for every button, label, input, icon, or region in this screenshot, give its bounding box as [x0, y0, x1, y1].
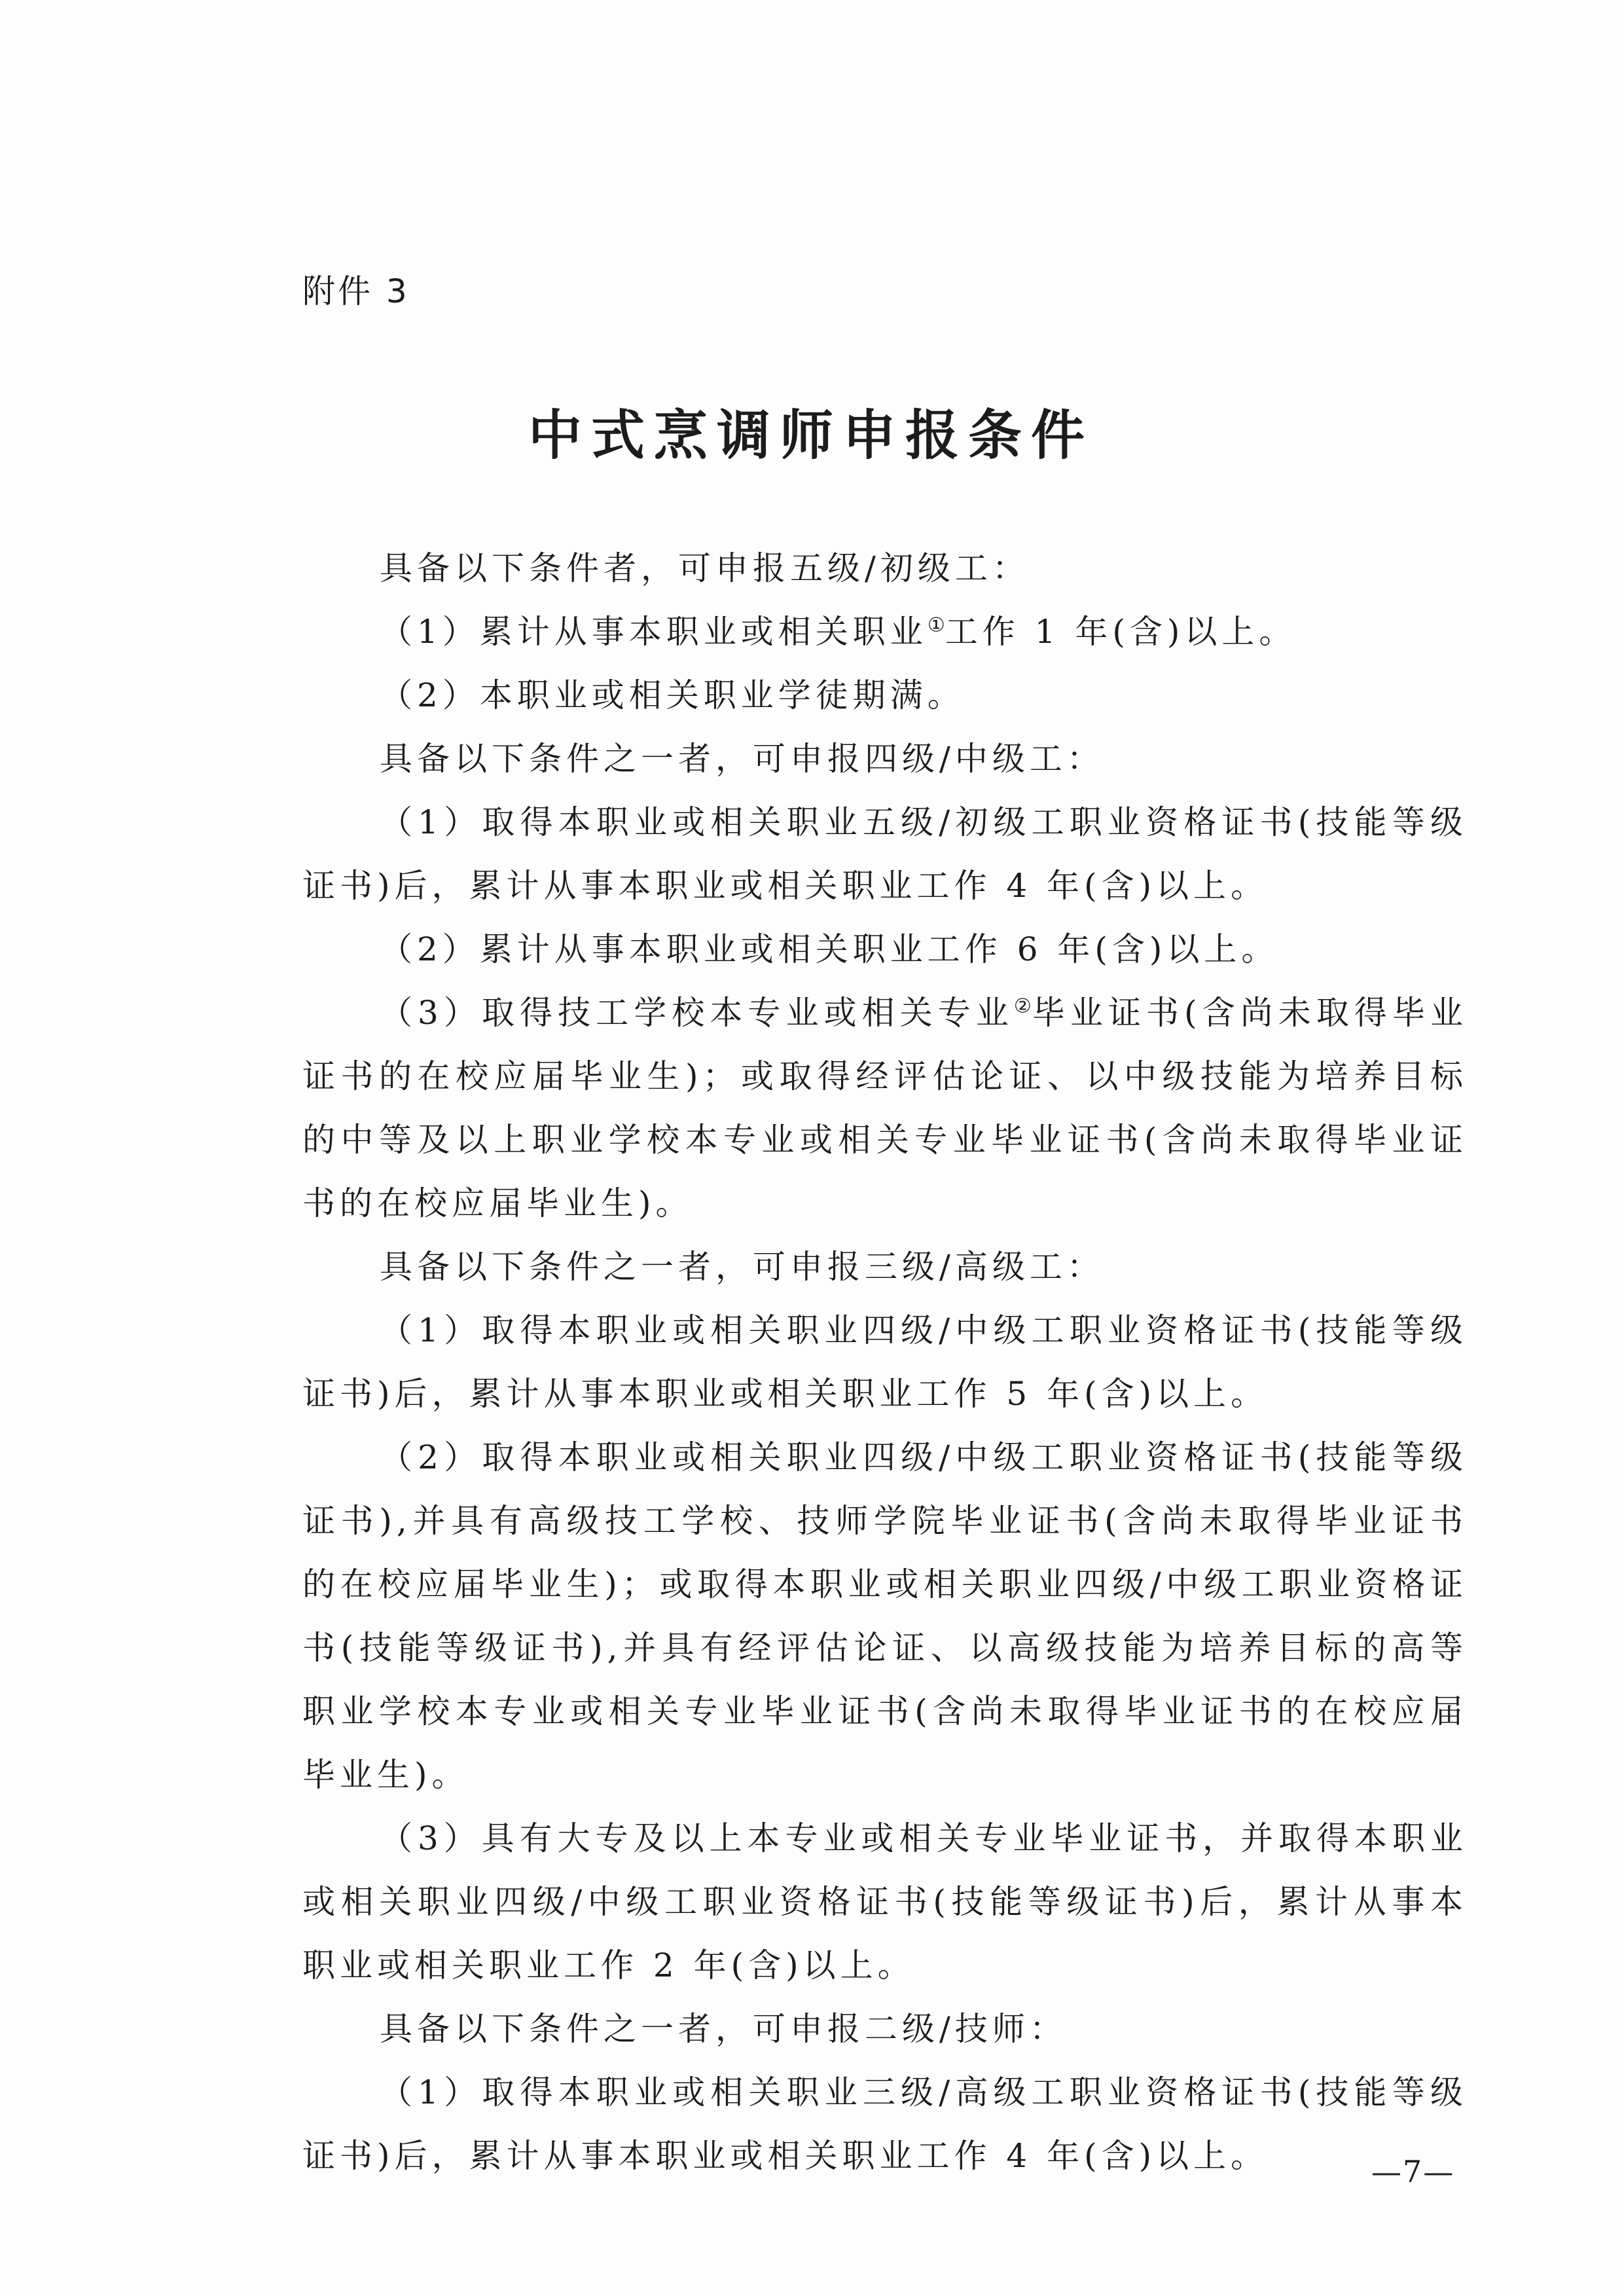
paragraph: （1）累计从事本职业或相关职业①工作 1 年(含)以上。 [380, 613, 1297, 651]
paragraph: 具备以下条件者，可申报五级/初级工： [380, 549, 1030, 587]
paragraph: （2）取得本职业或相关职业四级/中级工职业资格证书(技能等级证书),并具有高级技工学校、技师学院毕业证书(含尚未取得毕业证书的在校应届毕业生)；或取得本职业或相关职业四级/中级工职业资格证书(技能等级证书),并具有经评估论证、以高级技能为培养目标的高等职业学校本专业或相关专业毕业证书(含尚未取得毕业证书的在校应届毕业生)。 [302, 1438, 1468, 1794]
footnote-marker: ② [1013, 994, 1032, 1018]
paragraph: （1）取得本职业或相关职业三级/高级工职业资格证书(技能等级证书)后，累计从事本职业或相关职业工作 4 年(含)以上。 [302, 2073, 1468, 2175]
paragraph: （1）取得本职业或相关职业五级/初级工职业资格证书(技能等级证书)后，累计从事本职业或相关职业工作 4 年(含)以上。 [302, 803, 1468, 905]
document-title: 中式烹调师申报条件 [528, 405, 1094, 467]
footnote-marker: ① [927, 613, 945, 637]
attachment-label: 附件 3 [302, 272, 410, 310]
document-body [302, 537, 1468, 2188]
paragraph: （2）累计从事本职业或相关职业工作 6 年(含)以上。 [380, 930, 1279, 968]
paragraph: （2）本职业或相关职业学徒期满。 [380, 676, 965, 714]
paragraph: 具备以下条件之一者，可申报四级/中级工： [380, 740, 1104, 778]
paragraph: （1）取得本职业或相关职业四级/中级工职业资格证书(技能等级证书)后，累计从事本职业或相关职业工作 5 年(含)以上。 [302, 1311, 1468, 1413]
paragraph: （3）取得技工学校本专业或相关专业②毕业证书(含尚未取得毕业证书的在校应届毕业生)；或取得经评估论证、以中级技能为培养目标的中等及以上职业学校本专业或相关专业毕业证书(含尚未取得毕业证书的在校应届毕业生)。 [302, 994, 1468, 1222]
paragraph: 具备以下条件之一者，可申报二级/技师： [380, 2010, 1067, 2048]
paragraph: （3）具有大专及以上本专业或相关专业毕业证书，并取得本职业或相关职业四级/中级工职业资格证书(技能等级证书)后，累计从事本职业或相关职业工作 2 年(含)以上。 [302, 1819, 1468, 1984]
paragraph: 具备以下条件之一者，可申报三级/高级工： [380, 1248, 1104, 1286]
page-number: —7— [1371, 2154, 1455, 2189]
